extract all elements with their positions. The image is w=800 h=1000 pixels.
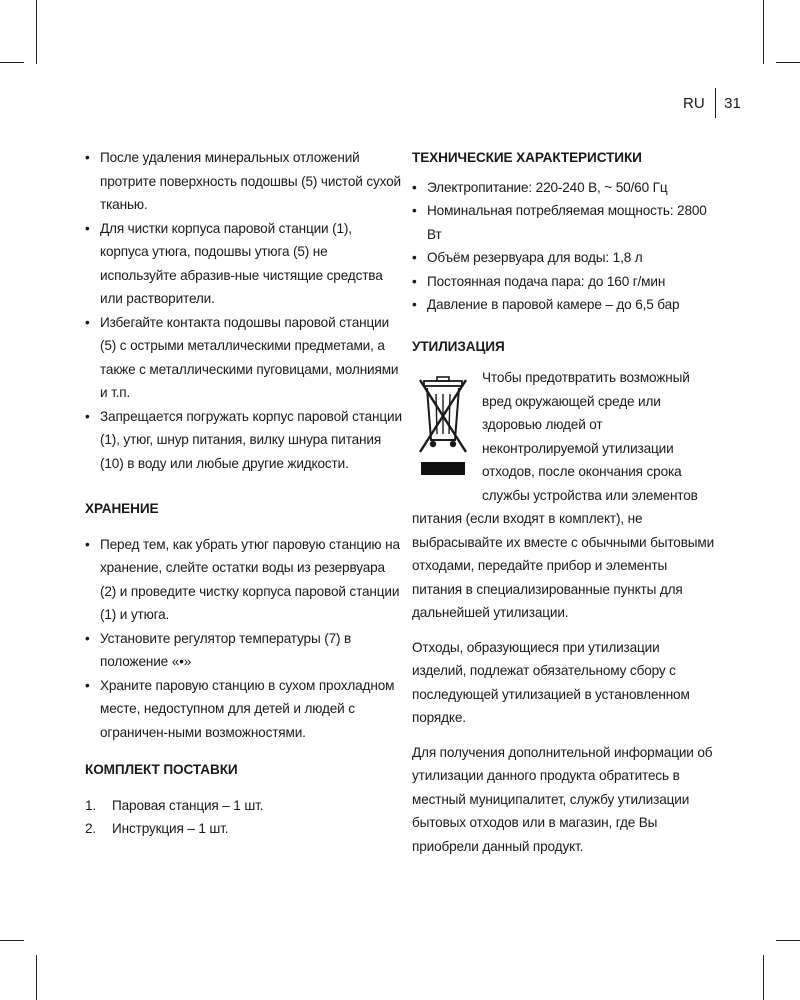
- list-item: • Электропитание: 220-240 В, ~ 50/60 Гц: [412, 176, 717, 200]
- storage-list: [85, 533, 403, 745]
- disposal-paragraph: Для получения дополнительной информации об утилизации данного продукта обратитесь в местный муниципалитет, службу утилизации бытовых отходов или в магазин, где Вы приобрели данный продукт.: [412, 744, 713, 854]
- left-column: [85, 146, 403, 841]
- list-item: [85, 794, 403, 818]
- list-item: • Постоянная подача пара: до 160 г/мин: [412, 270, 717, 294]
- disposal-paragraph: Отходы, образующиеся при утилизации изделий, подлежат обязательному сбору с последующей утилизацией в установленном порядке.: [412, 639, 690, 725]
- list-text: Паровая станция – 1 шт.: [112, 797, 264, 813]
- list-item: • Установите регулятор температуры (7) в положение «•»: [85, 627, 403, 674]
- storage-heading: ХРАНЕНИЕ: [85, 501, 159, 516]
- crop-mark: [776, 940, 800, 941]
- list-item: • Храните паровую станцию в сухом прохладном месте, недоступном для детей и людей с ограничен-ными возможностями.: [85, 674, 403, 745]
- crop-mark: [776, 62, 800, 63]
- kit-heading: КОМПЛЕКТ ПОСТАВКИ: [85, 762, 238, 777]
- kit-list: [85, 794, 403, 841]
- specs-heading: ТЕХНИЧЕСКИЕ ХАРАКТЕРИСТИКИ: [412, 150, 642, 165]
- disposal-paragraph: Чтобы предотвратить возможный вред окружающей среде или здоровью людей от неконтролируемой утилизации отходов, после окончания срока службы устройства или элементов питания (если входят в комплект), не выбрасывайте их вместе с обычными бытовыми отходами, передайте прибор и элементы питания в специализированные пункты для дальнейшей утилизации.: [412, 370, 715, 620]
- crop-mark: [763, 0, 764, 64]
- crop-mark: [0, 940, 24, 941]
- right-column: [412, 146, 717, 858]
- list-text: Инструкция – 1 шт.: [112, 821, 229, 836]
- list-item: [85, 817, 403, 841]
- disposal-section: [412, 366, 717, 625]
- list-item: • После удаления минеральных отложений протрите поверхность подошвы (5) чистой сухой тканью.: [85, 146, 403, 217]
- cleaning-list: [85, 146, 403, 475]
- list-number: 2.: [85, 821, 97, 836]
- crossed-out-bin-icon: [417, 374, 469, 482]
- list-item: • Запрещается погружать корпус паровой станции (1), утюг, шнур питания, вилку шнура питания (10) в воду или любые другие жидкости.: [85, 405, 403, 476]
- list-number: 1.: [85, 797, 97, 813]
- list-item: • Избегайте контакта подошвы паровой станции (5) с острыми металлическими предметами, а также с металлическими пуговицами, молниями и т.п.: [85, 311, 403, 405]
- disposal-heading: УТИЛИЗАЦИЯ: [412, 338, 505, 354]
- list-item: • Перед тем, как убрать утюг паровую станцию на хранение, слейте остатки воды из резервуара (2) и проведите чистку корпуса паровой станции (1) и утюга.: [85, 533, 403, 627]
- page-number: 31: [724, 94, 741, 112]
- list-item: • Для чистки корпуса паровой станции (1), корпуса утюга, подошвы утюга (5) не используйте абразив-ные чистящие средства или растворители.: [85, 217, 403, 311]
- crop-mark: [36, 0, 37, 64]
- page-header: [683, 88, 741, 118]
- language-label: RU: [683, 94, 705, 112]
- header-divider: [715, 88, 717, 118]
- crop-mark: [0, 62, 24, 63]
- specs-list: [412, 176, 717, 317]
- list-item: • Давление в паровой камере – до 6,5 бар: [412, 293, 717, 317]
- list-item: • Номинальная потребляемая мощность: 2800 Вт: [412, 199, 717, 246]
- list-item: • Объём резервуара для воды: 1,8 л: [412, 246, 717, 270]
- crop-mark: [36, 955, 37, 1000]
- crop-mark: [763, 955, 764, 1000]
